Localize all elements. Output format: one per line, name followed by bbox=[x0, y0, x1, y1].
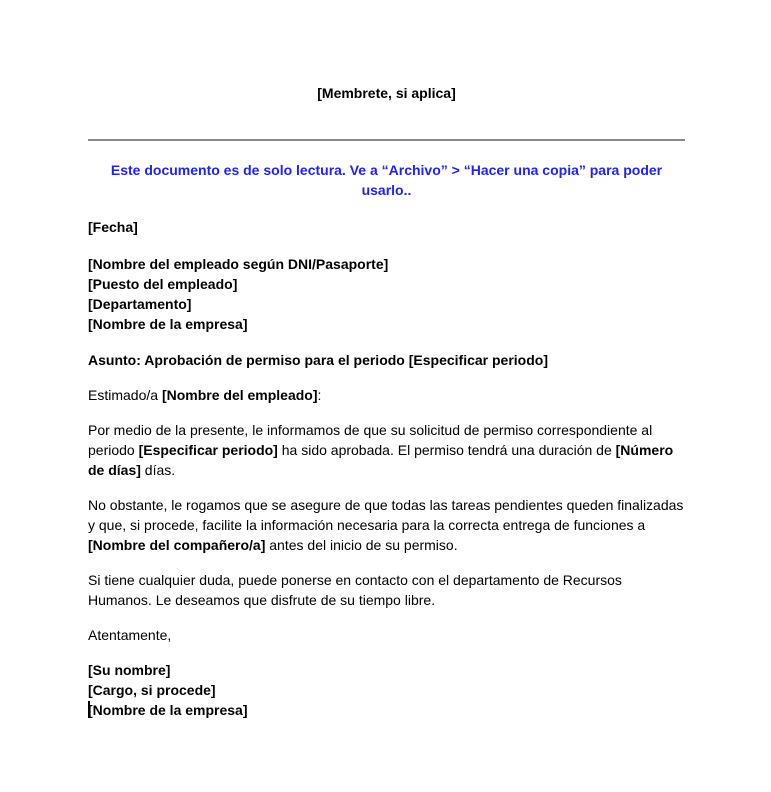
signature-block bbox=[88, 660, 685, 720]
paragraph-handover bbox=[88, 495, 685, 555]
recipient-department-line: [Departamento] bbox=[88, 296, 192, 312]
approval-text-1: Por medio de la presente, le informamos de que su solicitud de permiso correspondiente al periodo bbox=[88, 422, 653, 458]
recipient-block bbox=[88, 254, 685, 334]
approval-text-2: ha sido aprobada. El permiso tendrá una duración de bbox=[277, 442, 616, 458]
handover-text-1: No obstante, le rogamos que se asegure de que todas las tareas pendientes queden finalizadas y que, si procede, facilite la información necesaria para la correcta entrega de funciones a bbox=[88, 497, 684, 533]
readonly-notice: Este documento es de solo lectura. Ve a “Archivo” > “Hacer una copia” para poder usarlo.. bbox=[110, 162, 663, 198]
letterhead-placeholder: [Membrete, si aplica] bbox=[317, 85, 456, 101]
period-placeholder: [Especificar periodo] bbox=[138, 442, 278, 458]
date-placeholder: [Fecha] bbox=[88, 219, 138, 235]
colleague-placeholder: [Nombre del compañero/a] bbox=[88, 537, 266, 553]
closing-line: Atentamente, bbox=[88, 627, 172, 643]
recipient-company-line: [Nombre de la empresa] bbox=[88, 316, 248, 332]
approval-text-3: días. bbox=[140, 462, 176, 478]
salutation-line bbox=[88, 385, 685, 405]
signature-company-line bbox=[88, 700, 685, 720]
recipient-name-line: [Nombre del empleado según DNI/Pasaporte] bbox=[88, 256, 389, 272]
signature-company-text: [Nombre de la empresa] bbox=[88, 702, 248, 718]
paragraph-contact: Si tiene cualquier duda, puede ponerse en contacto con el departamento de Recursos Humanos. Le deseamos que disfrute de su tiempo libre. bbox=[88, 572, 622, 608]
handover-text-2: antes del inicio de su permiso. bbox=[265, 537, 458, 553]
salutation-suffix: : bbox=[317, 387, 322, 403]
salutation-name-placeholder: [Nombre del empleado] bbox=[161, 387, 318, 403]
signature-role-line: [Cargo, si procede] bbox=[88, 682, 216, 698]
signature-name-line: [Su nombre] bbox=[88, 662, 171, 678]
salutation-prefix: Estimado/a bbox=[88, 387, 162, 403]
days-placeholder: [Número de días] bbox=[88, 442, 674, 478]
recipient-position-line: [Puesto del empleado] bbox=[88, 276, 238, 292]
horizontal-rule bbox=[88, 139, 685, 141]
paragraph-approval bbox=[88, 420, 685, 480]
subject-line: Asunto: Aprobación de permiso para el periodo [Especificar periodo] bbox=[88, 352, 548, 368]
